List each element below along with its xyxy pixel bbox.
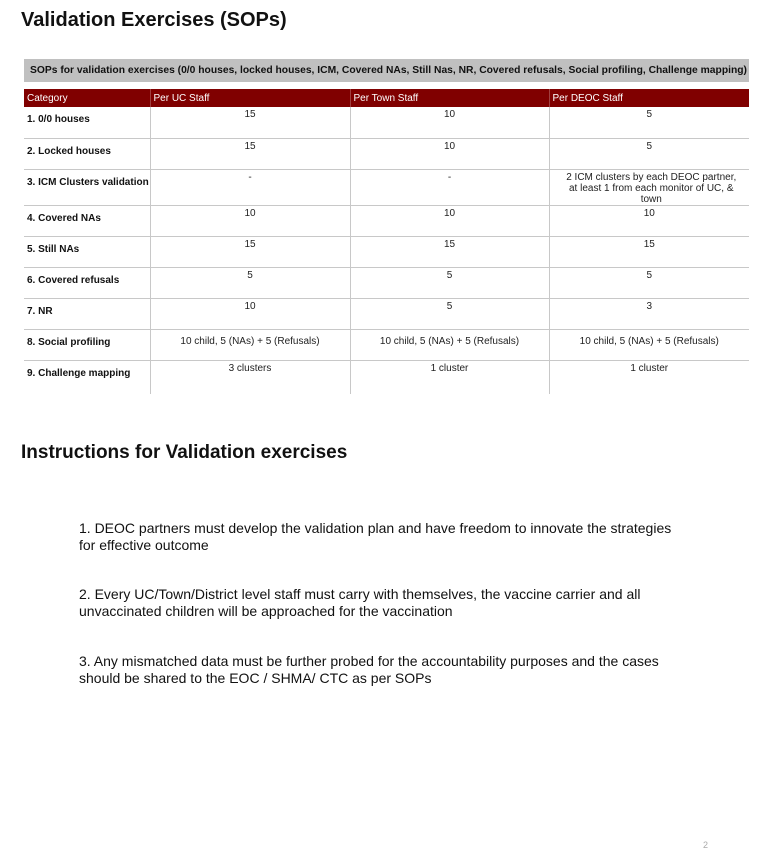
header-per-deoc-staff: Per DEOC Staff — [549, 89, 749, 107]
cell-deoc: 1 cluster — [630, 362, 669, 374]
cell-uc: 10 — [150, 205, 350, 236]
cell-uc: - — [150, 169, 350, 205]
page-number: 2 — [703, 840, 709, 850]
cell-town: 10 — [350, 107, 549, 138]
table-row — [24, 138, 749, 169]
cell-uc: 10 — [150, 298, 350, 329]
cell-town: 10 — [350, 138, 549, 169]
header-category: Category — [24, 89, 150, 107]
cell-uc: 3 clusters — [150, 360, 350, 394]
row-category: 8. Social profiling — [24, 329, 150, 360]
cell-town: 5 — [350, 267, 549, 298]
header-per-uc-staff: Per UC Staff — [150, 89, 350, 107]
cell-town: 1 cluster — [350, 360, 549, 394]
page-title: Validation Exercises (SOPs) — [21, 9, 287, 31]
row-category: 3. ICM Clusters validation — [24, 169, 150, 205]
table-caption-banner: SOPs for validation exercises (0/0 houses, locked houses, ICM, Covered NAs, Still Nas, NR, Covered refusals, Social profiling, Challenge mapping) — [24, 59, 749, 82]
table-row — [24, 360, 749, 394]
cell-uc: 15 — [150, 107, 350, 138]
table-row — [24, 107, 749, 138]
cell-deoc: 5 — [549, 107, 749, 138]
cell-town: 15 — [350, 236, 549, 267]
row-category: 5. Still NAs — [24, 236, 150, 267]
cell-uc: 5 — [150, 267, 350, 298]
table-row — [24, 329, 749, 360]
instruction-item: 3. Any mismatched data must be further probed for the accountability purposes and the cases should be shared to the EOC / SHMA/ CTC as per SOPs — [79, 653, 659, 686]
row-category: 1. 0/0 houses — [24, 107, 150, 138]
cell-uc: 15 — [150, 236, 350, 267]
table-row — [24, 298, 749, 329]
cell-town: 5 — [350, 298, 549, 329]
header-per-town-staff: Per Town Staff — [350, 89, 549, 107]
table-header-row — [24, 89, 749, 107]
table-row — [24, 236, 749, 267]
cell-deoc: 3 — [549, 298, 749, 329]
cell-town: - — [350, 169, 549, 205]
instructions-heading: Instructions for Validation exercises — [21, 442, 348, 463]
instruction-item: 1. DEOC partners must develop the validation plan and have freedom to innovate the strategies for effective outcome — [79, 520, 672, 553]
cell-deoc: 10 child, 5 (NAs) + 5 (Refusals) — [549, 329, 749, 360]
cell-town: 10 child, 5 (NAs) + 5 (Refusals) — [350, 329, 549, 360]
cell-uc: 10 child, 5 (NAs) + 5 (Refusals) — [150, 329, 350, 360]
sop-table — [24, 89, 749, 394]
row-category: 2. Locked houses — [24, 138, 150, 169]
row-category: 7. NR — [24, 298, 150, 329]
row-category: 9. Challenge mapping — [24, 360, 150, 394]
instruction-item: 2. Every UC/Town/District level staff must carry with themselves, the vaccine carrier and all unvaccinated children will be approached for the vaccination — [79, 586, 641, 619]
cell-deoc: 10 — [549, 205, 749, 236]
table-row — [24, 205, 749, 236]
table-row — [24, 267, 749, 298]
cell-deoc: 5 — [549, 138, 749, 169]
row-category: 6. Covered refusals — [24, 267, 150, 298]
cell-deoc: 2 ICM clusters by each DEOC partner, at least 1 from each monitor of UC, & town — [549, 169, 749, 205]
cell-deoc: 15 — [549, 236, 749, 267]
cell-deoc: 5 — [549, 267, 749, 298]
cell-uc: 15 — [150, 138, 350, 169]
table-row — [24, 169, 749, 205]
row-category: 4. Covered NAs — [24, 205, 150, 236]
cell-town: 10 — [350, 205, 549, 236]
